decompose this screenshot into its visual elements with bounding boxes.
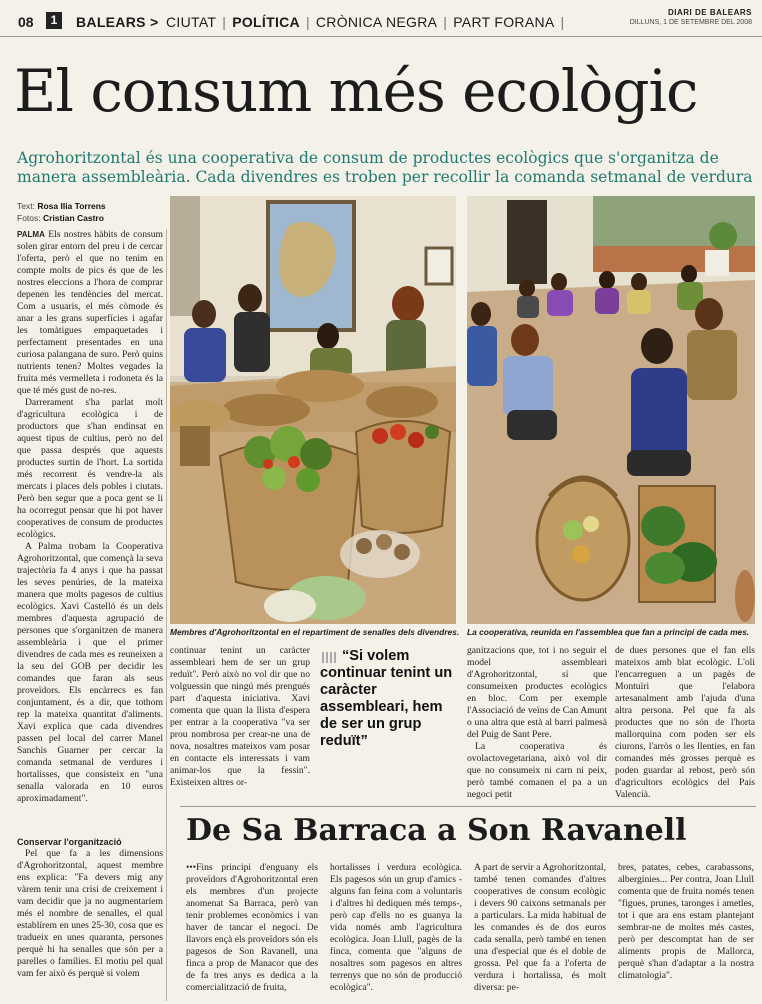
nav-separator: |	[560, 14, 565, 30]
sidebar-title: De Sa Barraca a Son Ravanell	[186, 813, 687, 848]
paragraph: de dues persones que el fan ells mateixos amb blat ecològic. L'oli l'encarreguen a un pagès de Montuïri que l'elabora artesanalment amb l'ajuda d'una altra persona. Pel que fa als productes que no són de l'horta mallorquina com poden ser els ciurons, l'arròs o les llenties, en fan comandes més grosses perquè es poden guardar al rebost, però són d'agricultors ecològics del País Valencià.	[615, 645, 755, 800]
photo-caption-left: Membres d'Agrohoritzontal en el repartiment de senalles dels divendres.	[170, 627, 460, 637]
pull-quote: “Si volem continuar tenint un caràcter assembleari, hem de ser un grup reduït”	[320, 648, 453, 749]
paragraph: Els nostres hàbits de consum solen girar entorn del preu i de cercar l'oferta, però el que no tenim en compte molts de pics és que de les nostres eleccions a l'hora de comprar depenen les tendències del mercat. Com a usuaris, el més còmode és anar a les grans superfícies i agafar les tomàtigues empaquetades i perfectament presentades en una curiosa palangana de suro. Però quins nutrients tenen? Moltes vegades la fruita més vermelleta i rodoneta és la que té més gust de no-res.	[17, 229, 163, 396]
dateline: PALMA	[17, 230, 45, 239]
photo-caption-right: La cooperativa, reunida en l'assemblea que fan a principi de cada mes.	[467, 627, 750, 637]
paragraph: La cooperativa és ovolactovegetariana, això vol dir que no consumeix ni carn ni peix, però també comanen el pa a un negoci petit	[467, 741, 607, 800]
sidebar-column-3	[474, 862, 606, 1002]
article-column-1-continued	[17, 836, 163, 1002]
publication-date: DILLUNS, 1 DE SETEMBRE DEL 2008	[629, 19, 752, 26]
nav-separator: |	[222, 14, 227, 30]
photo-assembly-meeting	[467, 196, 755, 624]
nav-item-part-forana[interactable]: PART FORANA	[453, 14, 555, 30]
column-rule	[166, 229, 167, 1001]
paragraph: hortalisses i verdura ecològica. Els pagesos són un grup d'amics -alguns fan feina com a voluntaris i d'altres hi dediquen més temps-, però cap d'ells no es guanya la vida només amb l'agricultura ecològica. Joan Llull, pagès de la finca, comenta que "alguns de nosaltres som pagesos en altres terrenys que no són de producció ecològica".	[330, 862, 462, 993]
nav-item-politica[interactable]: POLÍTICA	[232, 14, 300, 30]
sidebar-column-4	[618, 862, 754, 1002]
article-column-4	[615, 645, 755, 800]
nav-separator: |	[305, 14, 310, 30]
article-credits	[17, 200, 106, 224]
publication-name: DIARI DE BALEARS	[667, 8, 752, 17]
paragraph: bres, patates, cebes, carabassons, albergínies... Per contra, Joan Llull comenta que de fruita només tenen "figues, prunes, taronges i ametles, tot i que ara ens estam plantejant sembrar-ne de moltes més castes, però per descomptat han de ser aliments propis de Mallorca, perquè s'han d'adaptar a la nostra climatologia".	[618, 862, 754, 981]
paragraph: •••Fins principi d'enguany els proveïdors d'Agrohoritzontal eren els membres d'un projecte anomenat Sa Barraca, però van tenir problemes econòmics i van haver de tancar el negoci. De llavors ençà els proveïdors són els pagesos de Son Ravanell, una finca a prop de Manacor que des de fa tres anys es dedica a la comercialització de fruita,	[186, 862, 318, 993]
paragraph: Darrerament s'ha parlat molt d'agricultura ecològica i de productors que s'han endinsat en aquest tipus de cultius, però no del que passa després que aquests productes surtin de l'hort. La sortida més recorrent és vendre-la als mercats i places dels pobles i ciutats. Però ben segur que a poca gent se li ha ocorregut pensar que hi pot haver cooperatives de consum de productes ecològics.	[17, 397, 163, 540]
page-header	[0, 0, 762, 37]
paragraph: A part de servir a Agrohoritzontal, també tenen comandes d'altres cooperatives de consum ecològic i devers 90 caixons setmanals per a particulars. La mida habitual de les comandes és de dos euros cada senalla, però també en tenen una d'especial que és el doble de grossa. Pel que fa a l'oferta de verdura i hortalissa, és molt diversa: pe-	[474, 862, 606, 993]
photo-image	[467, 196, 755, 624]
credit-text-label: Text:	[17, 201, 35, 211]
paragraph: continuar tenint un caràcter assembleari hem de ser un grup reduït". Però això no vol dir que no volguessin que ningú més prengués part d'aquesta iniciativa. Xavi comenta que quan la llista d'espera per entrar a la cooperativa "va ser prou nombrosa per crear-ne una de nova, nosaltres mateixos vam posar en contacte els interessats i vam animar-los que la fessin". Existeixen altres or-	[170, 645, 310, 788]
article-lead: Agrohoritzontal és una cooperativa de consum de productes ecològics que s'organitza de manera assembleària. Cada divendres es troben per recollir la comanda setmanal de verdura	[17, 149, 753, 186]
section-box: 1	[46, 12, 62, 29]
nav-item-cronica-negra[interactable]: CRÒNICA NEGRA	[315, 14, 438, 30]
section-nav	[166, 14, 570, 30]
credit-photo-author: Cristian Castro	[43, 213, 104, 223]
credit-photo-label: Fotos:	[17, 213, 41, 223]
article-column-3	[467, 645, 607, 800]
section-divider	[180, 806, 756, 807]
nav-item-ciutat[interactable]: CIUTAT	[166, 14, 217, 30]
sidebar-column-2	[330, 862, 462, 1002]
section-link-balears[interactable]: BALEARS >	[76, 14, 159, 30]
article-column-1	[17, 229, 163, 809]
photo-basket-distribution	[170, 196, 456, 624]
credit-text-author: Rosa Ilia Torrens	[37, 201, 106, 211]
paragraph: A Palma trobam la Cooperativa Agrohoritzontal, que començà la seva trajectòria fa 4 anys i que ha passat les seves penúries, de la mateixa manera que molts pagesos de cultius ecològics. Xavi Castelló és un dels membres d'aquesta agrupació de persones que s'organitzen de manera assembleària i que el primer divendres de cada mes es reuneixen a la seu del GOB per decidir les comandes que faran als seus proveïdors. Els encàrrecs es fan conjuntament, és a dir, que tothom rep la mateixa quantitat d'aliments. Xavi explica que cada divendres passen pel local del carrer Manel Sanchis Guarner per cercar la comanda setmanal de verdures i hortalisses, que consisteix en "una senalla valorada en 10 euros aproximadament".	[17, 541, 163, 804]
page-number: 08	[18, 14, 34, 30]
publication-info	[630, 8, 752, 26]
nav-separator: |	[443, 14, 448, 30]
paragraph: Pel que fa a les dimensions d'Agrohoritzontal, aquest membre ens explica: "Fa devers mig any vàrem tenir una crisi de creixement i vam decidir que ja no augmentaríem més el nombre de senalles, el qual establírem en unes 25-30, cosa que es tradueix en unes quaranta, persones perquè hi ha senalles que són per a parelles o famílies. El motiu pel qual vam fer això és perquè si volem	[17, 848, 163, 979]
photo-image	[170, 196, 456, 624]
sidebar-column-1	[186, 862, 318, 1002]
article-title: El consum més ecològic	[14, 57, 698, 125]
subheading: Conservar l'organització	[17, 837, 122, 847]
paragraph: ganitzacions que, tot i no seguir el model assembleari d'Agrohoritzontal, sí que consumeixen productes ecològics en bloc. Com per exemple l'Associació de veïns de Can Amunt o una altra que està al barri palmesà del Puig de Sant Pere.	[467, 645, 607, 740]
article-column-2	[170, 645, 310, 793]
